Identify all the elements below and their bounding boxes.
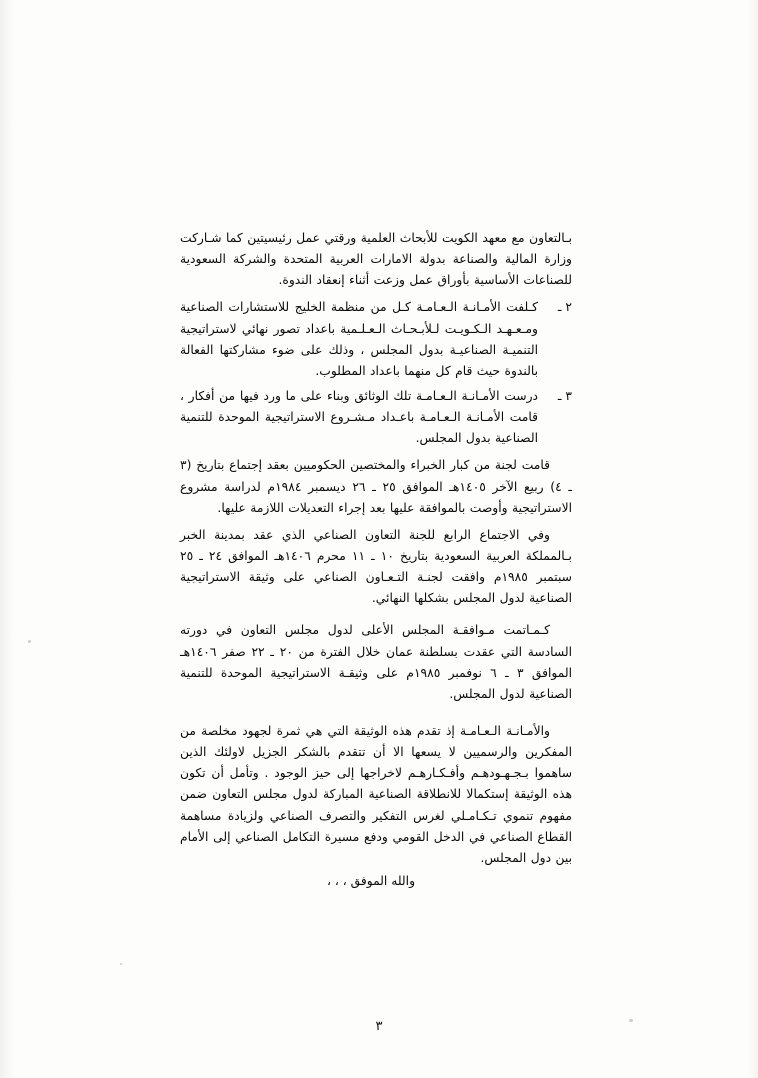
closing-phrase: والله الموفق ، ، ، [326, 873, 416, 888]
list-item-text: درست الأمـانـة الـعـامـة تلك الوثائق وبناء على ما ورد فيها من أفكار ، قامت الأمـانـة الـعـامـة باعـداد مـشـروع الاستراتيجية الموحدة للتنمية الصناعية بدول المجلس. [180, 388, 538, 446]
list-item-text: كـلفت الأمـانـة الـعـامـة كـل من منظمة الخليج للاستشارات الصناعية ومـعـهـد الـكـويـت لـلأبـحـاث الـعـلـمية باعداد تصور نهائي لاستراتيجية التنميـة الصناعيـة بدول المجلس ، وذلك على ضوء مشاركتها الفعالة بالندوة حيث قام كل منهما باعداد المطلوب. [180, 300, 538, 378]
scan-edge-right [748, 0, 758, 1078]
page-number: ٣ [375, 1019, 383, 1034]
paragraph-continuation: بـالتعاون مع معهد الكويت للأبحاث العلمية ورقتي عمل رئيسيتين كما شـاركت وزارة المالية والصناعة بدولة الامارات العربية المتحدة والشركة السعودية للصناعات الأساسية بأوراق عمل وزعت أثناء إنعقاد الندوة. [180, 231, 572, 288]
paragraph-fourth-meeting: وفي الاجتماع الرابع للجنة التعاون الصناعي الذي عقد بمدينة الخبر بـالمملكة العربية السعودية بتاريخ ١٠ ـ ١١ محرم ١٤٠٦هـ الموافق ٢٤ ـ ٢٥ سبتمبر ١٩٨٥م وافقت لجنـة التـعـاون الصناعي على وثيقة الاستراتيجية الصناعية لدول المجلس بشكلها النهائي. [180, 527, 572, 606]
paper-speck [28, 640, 31, 643]
paragraph-supreme-council-approval: كـمـاتمت مـوافقـة المجلس الأعلى لدول مجلس التعاون في دورته السادسة التي عقدت بسلطنة عمان خلال الفترة من ٢٠ ـ ٢٢ صفر ١٤٠٦هـ الموافق ٣ ـ ٦ نوفمبر ١٩٨٥م على وثيقـة الاستراتيجية الموحدة للتنمية الصناعية لدول المجلس. [180, 623, 573, 701]
paragraph-conclusion: والأمـانـة الـعـامـة إذ تقدم هذه الوثيقة التي هي ثمرة لجهود مخلصة من المفكرين والرسميين لا يسعها الا أن تتقدم بالشكر الجزيل لاولئك الذين ساهموا بـجـهـودهـم وأفـكـارهـم لاخراجها إلى حيز الوجود . وتأمل أن تكون هذه الوثيقة إستكمالا للانطلاقة الصناعية المباركة لدول مجلس التعاون ضمن مفهوم تنموي تـكـامـلي لغرس التفكير والتصرف الصناعي ولزيادة مساهمة القطاع الصناعي في الدخل القومي ودفع مسيرة التكامل الصناعي إلى الأمام بين دول المجلس. [180, 723, 572, 865]
document-body [180, 228, 572, 904]
list-marker: ٢ ـ [557, 300, 572, 315]
list-marker: ٣ ـ [557, 388, 572, 403]
list-item-3 [180, 386, 572, 449]
scan-edge-left [0, 0, 14, 1078]
paper-speck [120, 963, 122, 965]
paragraph-expert-committee: قامت لجنة من كبار الخبراء والمختصين الحكوميين بعقد إجتماع بتاريخ (٣ ـ ٤) ربيع الآخر ١٤٠٥هـ الموافق ٢٥ ـ ٢٦ ديسمبر ١٩٨٤م لدراسة مشروع الاستراتيجية وأوصت بالموافقة عليها بعد إجراء التعديلات اللازمة عليها. [180, 458, 572, 515]
list-item-2 [180, 297, 572, 382]
